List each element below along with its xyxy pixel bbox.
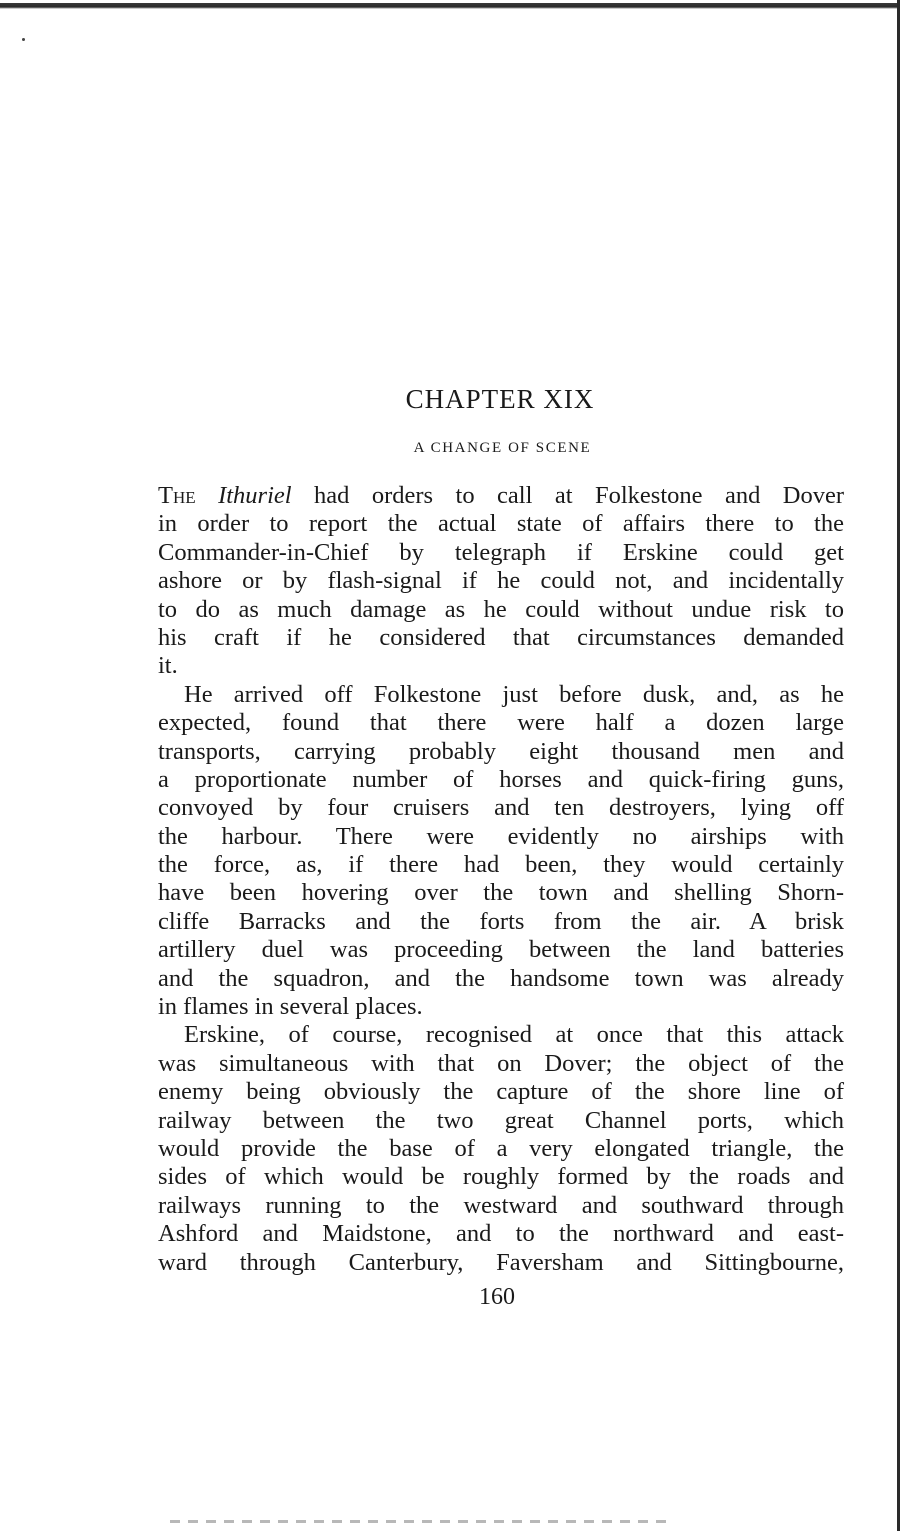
text-line: the harbour. There were evidently no airships with bbox=[158, 822, 844, 850]
text-line: railway between the two great Channel ports, which bbox=[158, 1106, 844, 1134]
page-number: 160 bbox=[479, 1284, 515, 1310]
text-line: convoyed by four cruisers and ten destroyers, lying off bbox=[158, 794, 844, 822]
lead-word: The bbox=[158, 482, 196, 509]
text-line: sides of which would be roughly formed by the roads and bbox=[158, 1163, 844, 1191]
paragraph bbox=[158, 681, 844, 1022]
text-line: Ashford and Maidstone, and to the northward and east- bbox=[158, 1220, 844, 1248]
text-line: his craft if he considered that circumstances demanded bbox=[158, 623, 844, 651]
text-line: ashore or by flash-signal if he could not, and incidentally bbox=[158, 567, 844, 595]
text-line: it. bbox=[158, 652, 178, 680]
text-line: Erskine, of course, recognised at once that this attack bbox=[184, 1021, 844, 1049]
chapter-heading: CHAPTER XIX bbox=[405, 384, 595, 414]
scan-bottom-smudge bbox=[170, 1520, 670, 1523]
text-line: transports, carrying probably eight thousand men and bbox=[158, 737, 844, 765]
text-line: railways running to the westward and southward through bbox=[158, 1191, 844, 1219]
text-line: artillery duel was proceeding between the land batteries bbox=[158, 936, 844, 964]
text-line: have been hovering over the town and shelling Shorn- bbox=[158, 879, 844, 907]
text-line: cliffe Barracks and the forts from the air. A brisk bbox=[158, 907, 844, 935]
body-text bbox=[158, 482, 844, 1277]
page-top-edge bbox=[0, 0, 900, 9]
text-line: ward through Canterbury, Faversham and Sittingbourne, bbox=[158, 1248, 844, 1276]
chapter-subtitle: A CHANGE OF SCENE bbox=[413, 440, 592, 456]
paragraph bbox=[158, 1021, 844, 1277]
text-line: was simultaneous with that on Dover; the object of the bbox=[158, 1049, 844, 1077]
text-line: enemy being obviously the capture of the shore line of bbox=[158, 1078, 844, 1106]
scan-speck bbox=[22, 38, 25, 41]
text-line bbox=[158, 482, 844, 510]
text-line: in flames in several places. bbox=[158, 993, 423, 1021]
text-line: a proportionate number of horses and quick-firing guns, bbox=[158, 765, 844, 793]
text-line: He arrived off Folkestone just before dusk, and, as he bbox=[184, 680, 844, 708]
text-line: Commander-in-Chief by telegraph if Erskine could get bbox=[158, 538, 844, 566]
text-line: in order to report the actual state of affairs there to the bbox=[158, 510, 844, 538]
text-line: would provide the base of a very elongated triangle, the bbox=[158, 1134, 844, 1162]
text-line: to do as much damage as he could without undue risk to bbox=[158, 595, 844, 623]
line-text: had orders to call at Folkestone and Dover bbox=[291, 482, 845, 509]
text-line: the force, as, if there had been, they would certainly bbox=[158, 851, 844, 879]
paragraph bbox=[158, 482, 844, 681]
text-line: and the squadron, and the handsome town was already bbox=[158, 964, 844, 992]
text-line: expected, found that there were half a dozen large bbox=[158, 709, 844, 737]
ship-name: Ithuriel bbox=[218, 482, 292, 509]
